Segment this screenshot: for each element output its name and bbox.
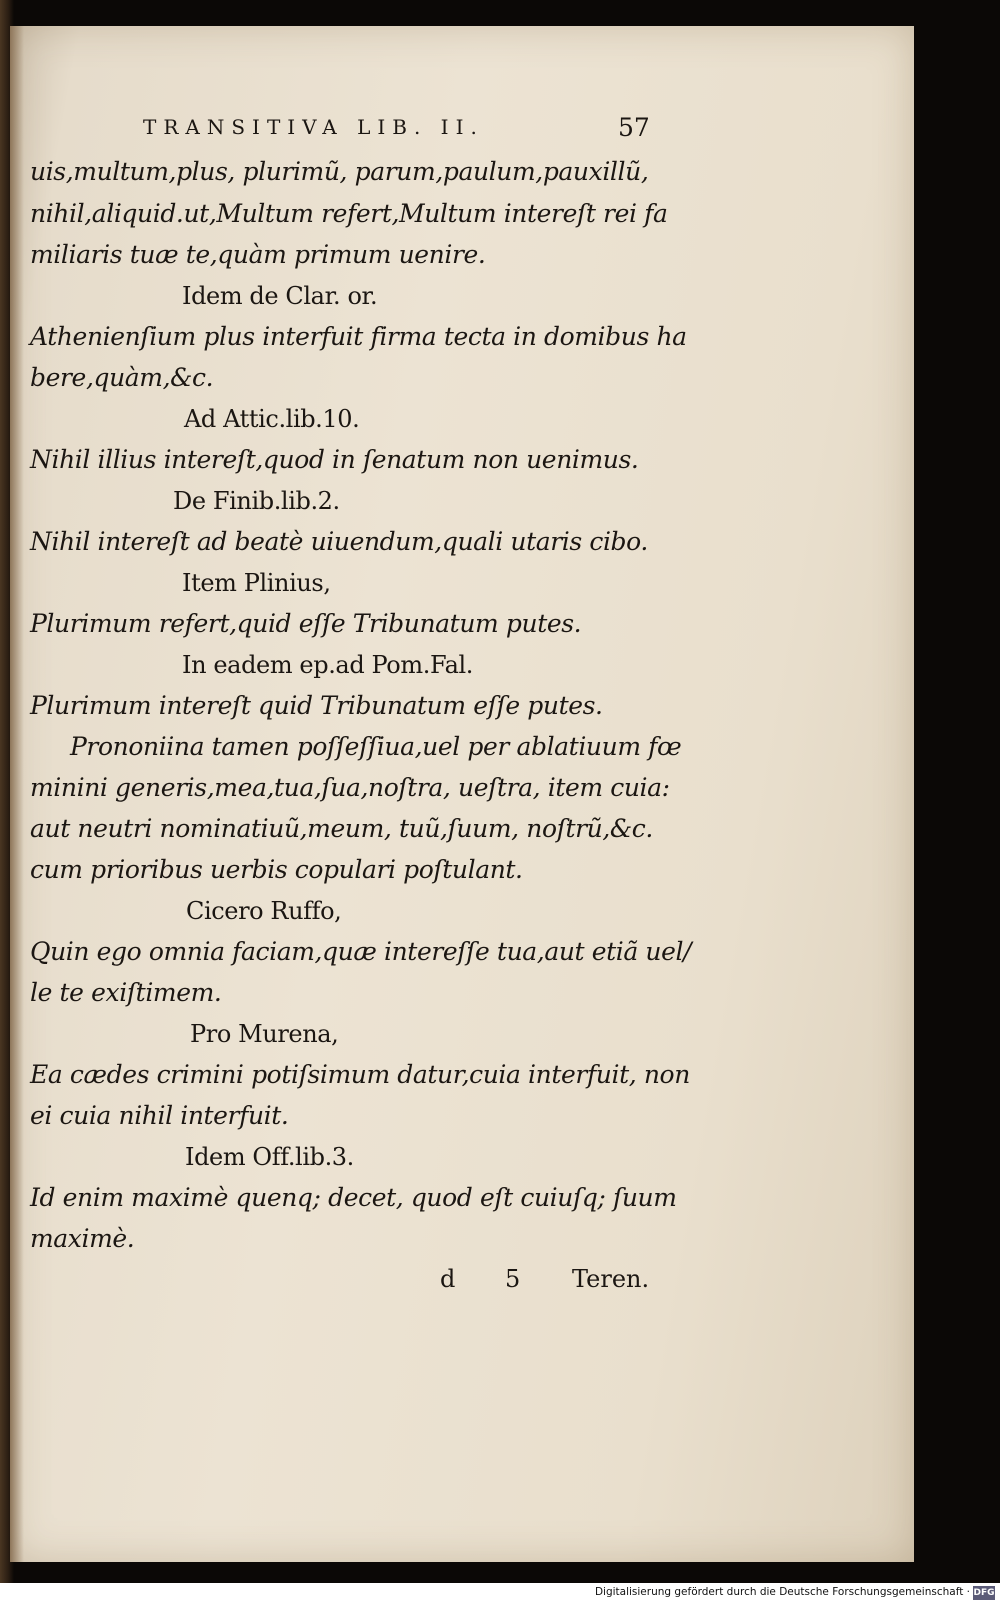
text-line: Plurimum refert,quid eſſe Tribunatum putes. [30,609,582,638]
running-head: TRANSITIVA LIB. II. [143,115,484,139]
citation-heading: De Finib.lib.2. [173,487,340,515]
funding-notice: Digitalisierung gefördert durch die Deutsche Forschungsgemeinschaft · [594,1586,970,1598]
dfg-logo: DFG [973,1588,995,1598]
text-line: minini generis,mea,tua,ſua,noſtra, ueſtra, item cuia: [30,773,670,802]
page-number: 57 [618,113,650,142]
text-line: bere,quàm,&c. [30,363,214,392]
citation-heading: In eadem ep.ad Pom.Fal. [182,651,473,679]
page-gutter-shadow [10,26,24,1562]
text-line: le te exiſtimem. [30,978,222,1007]
text-line: ei cuia nihil interfuit. [30,1101,289,1130]
text-line: Id enim maximè quenq; decet, quod eſt cuiuſq; ſuum [30,1183,677,1212]
citation-heading: Ad Attic.lib.10. [184,405,360,433]
text-line: cum prioribus uerbis copulari poſtulant. [30,855,523,884]
citation-heading: Idem de Clar. or. [182,282,378,310]
text-line: Ea cædes crimini potiſsimum datur,cuia interfuit, non [30,1060,690,1089]
text-line: miliaris tuæ te,quàm primum uenire. [30,240,486,269]
text-line: Nihil illius intereſt,quod in ſenatum non uenimus. [30,445,639,474]
text-line: uis,multum,plus, plurimũ, parum,paulum,pauxillũ, [30,157,649,186]
text-line: Nihil intereſt ad beatè uiuendum,quali utaris cibo. [30,527,648,556]
citation-heading: Cicero Ruffo, [186,897,342,925]
citation-heading: Idem Off.lib.3. [185,1143,354,1171]
footer-bar [0,1583,1000,1604]
text-line: Prononiina tamen poſſeſſiua,uel per ablatiuum fœ [70,732,682,761]
text-line: maximè. [30,1224,135,1253]
catchword: Teren. [572,1265,650,1293]
text-line: Quin ego omnia faciam,quæ intereſſe tua,aut etiã uel/ [30,937,692,966]
text-line: nihil,aliquid.ut,Multum refert,Multum intereſt rei fa [30,199,668,228]
text-line: aut neutri nominatiuũ,meum, tuũ,ſuum, noſtrũ,&c. [30,814,653,843]
citation-heading: Item Plinius, [182,569,331,597]
signature-number: 5 [505,1265,521,1293]
signature-mark: d [440,1265,456,1293]
text-line: Athenienſium plus interfuit firma tecta in domibus ha [30,322,687,351]
text-line: Plurimum intereſt quid Tribunatum eſſe putes. [30,691,603,720]
citation-heading: Pro Murena, [190,1020,339,1048]
